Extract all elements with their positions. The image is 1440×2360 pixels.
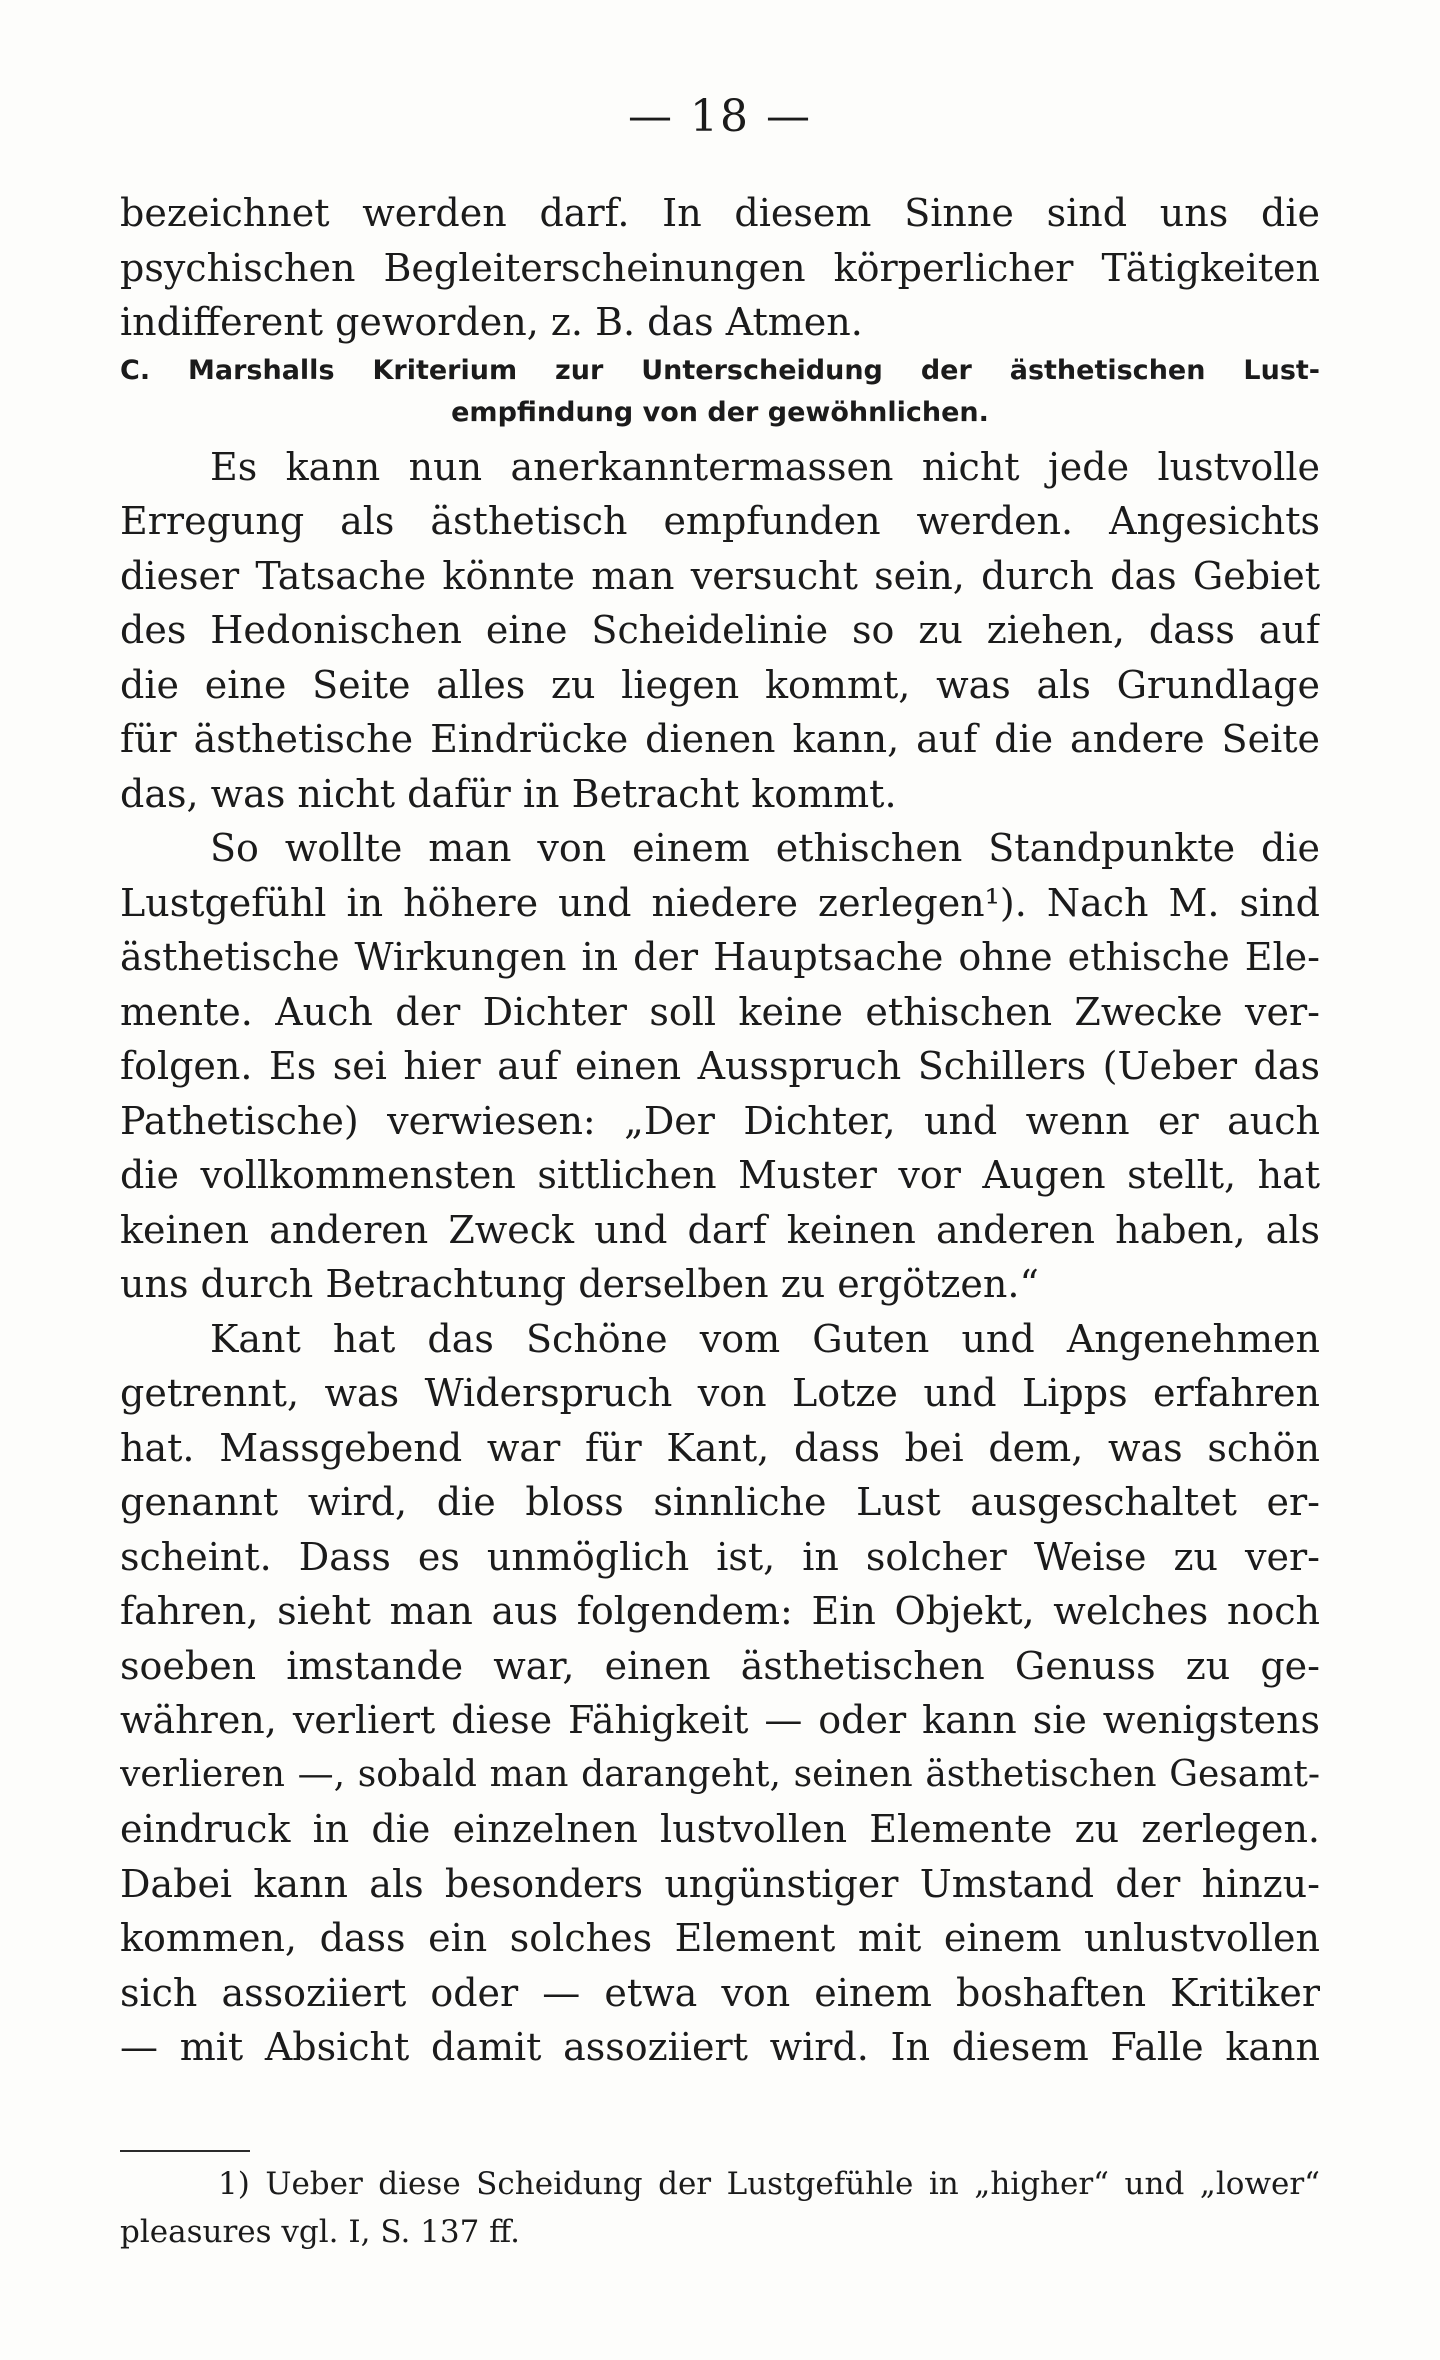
section-heading-line: C. Marshalls Kriterium zur Unterscheidung der ästhetischen Lust- [120, 354, 1320, 386]
text-line: ästhetische Wirkungen in der Hauptsache ohne ethische Ele- [120, 935, 1320, 979]
text-line: hat. Massgebend war für Kant, dass bei dem, was schön [120, 1425, 1320, 1470]
paragraph [120, 1312, 1320, 2075]
footnote-divider [120, 2150, 250, 2152]
text-line: eindruck in die einzelnen lustvollen Elemente zu zerlegen. [120, 1807, 1320, 1851]
text-line: getrennt, was Widerspruch von Lotze und Lipps erfahren [120, 1371, 1320, 1415]
text-line: die eine Seite alles zu liegen kommt, was als Grundlage [120, 662, 1320, 707]
text-line: währen, verliert diese Fähigkeit — oder kann sie wenigstens [120, 1698, 1320, 1742]
text-line: das, was nicht dafür in Betracht kommt. [120, 771, 897, 816]
paragraph [120, 821, 1320, 1312]
paragraph [120, 440, 1320, 822]
section-heading-line: empfindung von der gewöhnlichen. [451, 396, 989, 428]
text-line: die vollkommensten sittlichen Muster vor Augen stellt, hat [120, 1153, 1320, 1197]
text-line: indifferent geworden, z. B. das Atmen. [120, 300, 863, 344]
text-line: genannt wird, die bloss sinnliche Lust ausgeschaltet er- [120, 1480, 1320, 1524]
text-line: folgen. Es sei hier auf einen Ausspruch Schillers (Ueber das [120, 1044, 1320, 1088]
text-line: des Hedonischen eine Scheidelinie so zu ziehen, dass auf [120, 608, 1320, 652]
text-line: verlieren —, sobald man darangeht, seinen ästhetischen Gesamt- [120, 1753, 1320, 1795]
footnote-line: 1) Ueber diese Scheidung der Lustgefühle in „higher“ und „lower“ [218, 2166, 1320, 2202]
text-line: für ästhetische Eindrücke dienen kann, auf die andere Seite [120, 717, 1320, 761]
text-line: Es kann nun anerkanntermassen nicht jede lustvolle [210, 444, 1320, 489]
text-line: psychischen Begleiterscheinungen körperlicher Tätigkeiten [120, 245, 1320, 290]
text-line: Lustgefühl in höhere und niedere zerlegen¹). Nach M. sind [120, 880, 1320, 925]
text-line: bezeichnet werden darf. In diesem Sinne sind uns die [120, 191, 1320, 235]
text-line: scheint. Dass es unmöglich ist, in solcher Weise zu ver- [120, 1534, 1320, 1579]
text-line: sich assoziiert oder — etwa von einem boshaften Kritiker [120, 1970, 1320, 2015]
text-line: Erregung als ästhetisch empfunden werden. Angesichts [120, 499, 1320, 543]
text-line: kommen, dass ein solches Element mit einem unlustvollen [120, 1916, 1320, 1960]
text-line: Dabei kann als besonders ungünstiger Umstand der hinzu- [120, 1861, 1320, 1906]
footnote [120, 2160, 1320, 2256]
text-line: uns durch Betrachtung derselben zu ergötzen.“ [120, 1262, 1039, 1306]
text-line: — mit Absicht damit assoziiert wird. In diesem Falle kann [120, 2025, 1320, 2069]
footnote-line: pleasures vgl. I, S. 137 ff. [120, 2214, 520, 2250]
section-heading [120, 350, 1320, 434]
paragraph-continued [120, 186, 1320, 350]
text-line: So wollte man von einem ethischen Standpunkte die [210, 826, 1320, 870]
text-line: fahren, sieht man aus folgendem: Ein Objekt, welches noch [120, 1589, 1320, 1633]
text-line: keinen anderen Zweck und darf keinen anderen haben, als [120, 1207, 1320, 1252]
text-line: Pathetische) verwiesen: „Der Dichter, und wenn er auch [120, 1098, 1320, 1143]
text-line: mente. Auch der Dichter soll keine ethischen Zwecke ver- [120, 989, 1320, 1034]
text-line: soeben imstande war, einen ästhetischen Genuss zu ge- [120, 1643, 1320, 1688]
page-number: — 18 — [628, 91, 812, 142]
text-line: dieser Tatsache könnte man versucht sein, durch das Gebiet [120, 553, 1320, 598]
page-body [120, 186, 1320, 2075]
text-line: Kant hat das Schöne vom Guten und Angenehmen [210, 1316, 1320, 1361]
